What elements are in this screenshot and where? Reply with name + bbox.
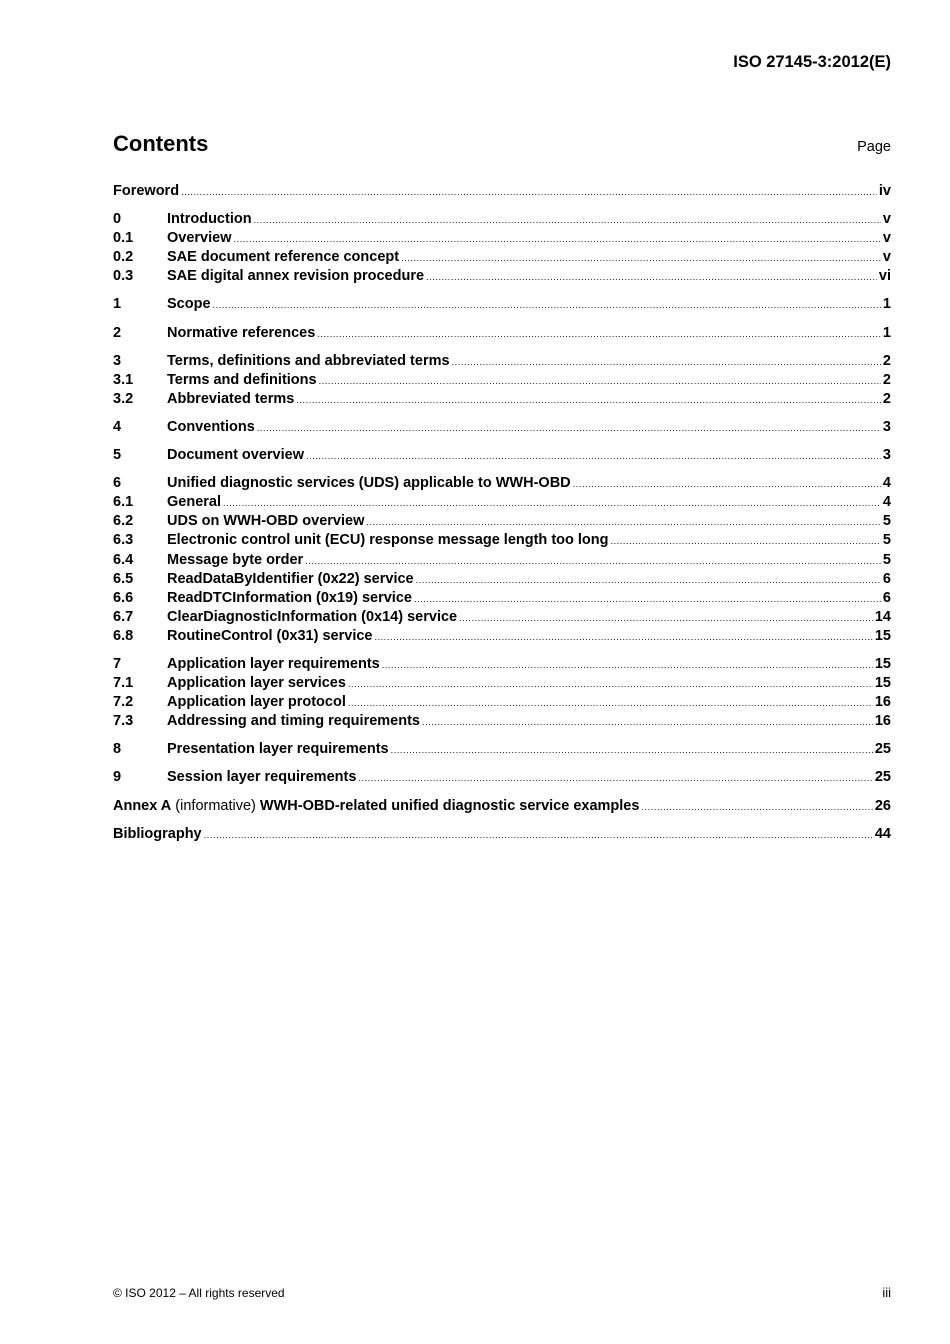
dot-leader — [223, 498, 881, 508]
toc-entry[interactable] — [113, 391, 891, 410]
toc-entry-page: 1 — [882, 296, 891, 313]
toc-entry-page: 44 — [874, 825, 891, 842]
toc-entry-page: 3 — [882, 447, 891, 464]
dot-leader — [452, 357, 881, 367]
toc-entry[interactable] — [113, 571, 891, 590]
toc-entry-number: 6.7 — [113, 608, 134, 625]
toc-entry-title: Presentation layer requirements — [167, 741, 389, 758]
toc-entry[interactable] — [113, 372, 891, 391]
toc-entry-page: 6 — [882, 570, 891, 587]
toc-entry-title: Terms and definitions — [167, 371, 317, 388]
dot-leader — [366, 517, 881, 527]
dot-leader — [213, 300, 881, 310]
toc-entry-page: v — [882, 249, 891, 266]
toc-entry[interactable] — [113, 183, 891, 202]
toc-entry-page: 15 — [874, 655, 891, 672]
toc-entry-title: Message byte order — [167, 551, 304, 568]
toc-entry-title: Scope — [167, 296, 211, 313]
toc-entry[interactable] — [113, 798, 891, 817]
dot-leader — [319, 376, 881, 386]
toc-entry-page: v — [882, 211, 891, 228]
toc-entry-title: General — [167, 494, 221, 511]
toc-entry-page: 2 — [882, 371, 891, 388]
dot-leader — [358, 773, 872, 783]
toc-entry-title: Bibliography — [113, 825, 202, 842]
toc-entry-title: SAE document reference concept — [167, 249, 400, 266]
toc-entry-number: 1 — [113, 296, 122, 313]
toc-entry-title: Addressing and timing requirements — [167, 713, 420, 730]
toc-entry[interactable] — [113, 609, 891, 628]
toc-entry-number: 3.2 — [113, 390, 134, 407]
toc-entry-title: Application layer services — [167, 675, 346, 692]
toc-entry-page: 25 — [874, 741, 891, 758]
toc-entry-page: 2 — [882, 390, 891, 407]
toc-entry-page: vi — [878, 268, 891, 285]
toc-entry[interactable] — [113, 475, 891, 494]
toc-entry-number: 7 — [113, 655, 122, 672]
toc-entry[interactable] — [113, 513, 891, 532]
dot-leader — [416, 575, 881, 585]
toc-entry[interactable] — [113, 419, 891, 438]
toc-entry-number: 9 — [113, 769, 122, 786]
toc-entry[interactable] — [113, 552, 891, 571]
dot-leader — [426, 272, 877, 282]
toc-entry-number: 6.8 — [113, 627, 134, 644]
toc-entry-number: 6.3 — [113, 532, 134, 549]
toc-entry-title: Foreword — [113, 183, 180, 199]
toc-entry[interactable] — [113, 675, 891, 694]
dot-leader — [611, 536, 881, 546]
dot-leader — [459, 613, 873, 623]
copyright-footer: © ISO 2012 – All rights reserved — [113, 1286, 285, 1300]
toc-entry-page: 15 — [874, 675, 891, 692]
toc-entry-number: 6 — [113, 475, 122, 492]
toc-entry-title: Introduction — [167, 211, 252, 228]
toc-entry-title: ReadDataByIdentifier (0x22) service — [167, 570, 414, 587]
toc-entry-number: 6.1 — [113, 494, 134, 511]
toc-entry[interactable] — [113, 353, 891, 372]
dot-leader — [641, 802, 872, 812]
dot-leader — [401, 253, 881, 263]
toc-entry-title: UDS on WWH-OBD overview — [167, 513, 365, 530]
dot-leader — [317, 329, 881, 339]
toc-entry-number: 6.2 — [113, 513, 134, 530]
toc-entry[interactable] — [113, 769, 891, 788]
toc-entry-page: 5 — [882, 532, 891, 549]
toc-entry-page: 5 — [882, 513, 891, 530]
dot-leader — [204, 830, 873, 840]
toc-entry[interactable] — [113, 656, 891, 675]
toc-entry-page: 1 — [882, 324, 891, 341]
dot-leader — [234, 234, 881, 244]
toc-entry-page: 15 — [874, 627, 891, 644]
toc-entry-number: 4 — [113, 418, 122, 435]
dot-leader — [382, 660, 873, 670]
dot-leader — [374, 632, 872, 642]
toc-entry[interactable] — [113, 590, 891, 609]
toc-entry[interactable] — [113, 296, 891, 315]
toc-entry-page: 6 — [882, 589, 891, 606]
toc-entry[interactable] — [113, 447, 891, 466]
dot-leader — [348, 679, 873, 689]
toc-entry[interactable] — [113, 694, 891, 713]
toc-entry-title: Application layer requirements — [167, 655, 380, 672]
toc-entry-number: 6.5 — [113, 570, 134, 587]
document-id: ISO 27145-3:2012(E) — [733, 53, 891, 71]
toc-entry-title: ReadDTCInformation (0x19) service — [167, 589, 412, 606]
toc-entry[interactable] — [113, 741, 891, 760]
toc-entry-page: 16 — [874, 713, 891, 730]
dot-leader — [573, 479, 881, 489]
toc-entry-page: 4 — [882, 494, 891, 511]
toc-entry-title: Conventions — [167, 418, 255, 435]
toc-entry-page: 2 — [882, 352, 891, 369]
toc-entry-number: 7.1 — [113, 675, 134, 692]
toc-entry-page: iv — [878, 183, 891, 199]
toc-entry-title: Terms, definitions and abbreviated terms — [167, 352, 450, 369]
toc-entry-number: 0 — [113, 211, 122, 228]
toc-entry[interactable] — [113, 268, 891, 287]
toc-entry[interactable] — [113, 713, 891, 732]
toc-entry-page: 16 — [874, 694, 891, 711]
toc-entry[interactable] — [113, 325, 891, 344]
toc-entry-number: 8 — [113, 741, 122, 758]
toc-entry-number: 6.6 — [113, 589, 134, 606]
dot-leader — [414, 594, 881, 604]
toc-entry[interactable] — [113, 494, 891, 513]
dot-leader — [391, 745, 873, 755]
dot-leader — [181, 187, 877, 197]
toc-entry-number: 5 — [113, 447, 122, 464]
dot-leader — [254, 215, 881, 225]
toc-entry-page: 3 — [882, 418, 891, 435]
annex-title: WWH-OBD-related unified diagnostic service examples — [259, 797, 640, 814]
toc-entry-number: 0.2 — [113, 249, 134, 266]
toc-entry-number: 3 — [113, 352, 122, 369]
toc-entry-page: 26 — [874, 797, 891, 814]
toc-entry-number: 0.3 — [113, 268, 134, 285]
toc-entry-title: Electronic control unit (ECU) response message length too long — [167, 532, 609, 549]
toc-entry-title: Abbreviated terms — [167, 390, 295, 407]
toc-entry-number: 3.1 — [113, 371, 134, 388]
dot-leader — [257, 423, 881, 433]
toc-entry-number: 6.4 — [113, 551, 134, 568]
toc-entry-title: RoutineControl (0x31) service — [167, 627, 373, 644]
table-of-contents — [113, 183, 891, 845]
toc-entry-number: 7.2 — [113, 694, 134, 711]
toc-entry[interactable] — [113, 230, 891, 249]
toc-entry[interactable] — [113, 826, 891, 845]
toc-entry-page: 14 — [874, 608, 891, 625]
dot-leader — [305, 556, 881, 566]
toc-entry-title: Overview — [167, 230, 232, 247]
toc-entry[interactable] — [113, 211, 891, 230]
annex-label: Annex A — [113, 797, 172, 814]
dot-leader — [422, 717, 873, 727]
toc-entry-title — [113, 798, 639, 814]
toc-entry-page: 5 — [882, 551, 891, 568]
toc-entry-page: 25 — [874, 769, 891, 786]
toc-entry-title: ClearDiagnosticInformation (0x14) service — [167, 608, 458, 625]
dot-leader — [306, 451, 881, 461]
toc-entry-title: Normative references — [167, 324, 316, 341]
page-column-label: Page — [857, 139, 891, 155]
contents-heading: Contents — [113, 131, 209, 156]
toc-entry-page: v — [882, 230, 891, 247]
dot-leader — [296, 395, 881, 405]
toc-entry-title: Document overview — [167, 447, 304, 464]
toc-entry-page: 4 — [882, 475, 891, 492]
toc-entry[interactable] — [113, 628, 891, 647]
toc-entry-number: 7.3 — [113, 713, 134, 730]
toc-entry[interactable] — [113, 249, 891, 268]
toc-entry-title: Application layer protocol — [167, 694, 346, 711]
toc-entry-title: Unified diagnostic services (UDS) applicable to WWH-OBD — [167, 475, 571, 492]
toc-entry-number: 0.1 — [113, 230, 134, 247]
dot-leader — [348, 698, 873, 708]
page-number: iii — [882, 1285, 891, 1300]
toc-entry-title: SAE digital annex revision procedure — [167, 268, 425, 285]
toc-entry-title: Session layer requirements — [167, 769, 357, 786]
annex-type-note: (informative) — [171, 797, 260, 814]
toc-entry-number: 2 — [113, 324, 122, 341]
toc-entry[interactable] — [113, 532, 891, 551]
